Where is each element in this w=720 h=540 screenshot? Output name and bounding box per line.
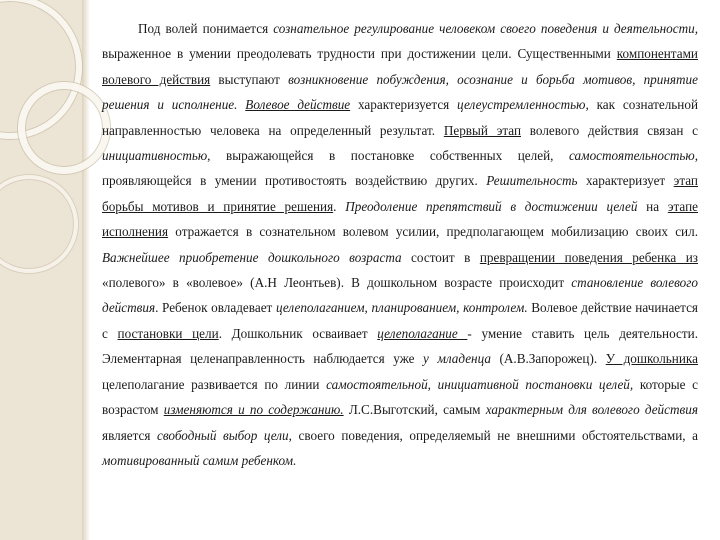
text-run: самостоятельностью	[569, 148, 695, 164]
text-run: возникновение побуждения, осознание и борьба мотивов, принятие решения и исполнение.	[102, 71, 698, 113]
text-run: выраженное в умении преодолевать трудности при достижении цели. Существенными	[102, 46, 617, 62]
text-run: превращении поведения ребенка из	[479, 249, 698, 265]
text-run: этапе исполнения	[102, 198, 698, 240]
text-run: волевого действия связан с	[521, 122, 698, 138]
decorative-ring	[18, 82, 110, 174]
body-paragraph	[102, 16, 698, 473]
text-run: сознательное регулирование человеком своего поведения и деятельности,	[273, 21, 698, 36]
text-run: этап борьбы мотивов и принятие решения	[102, 173, 698, 214]
text-run: . Дошкольник осваивает	[218, 325, 378, 341]
text-run: свободный выбор цели	[157, 427, 289, 443]
text-run: целеполаганием, планированием, контролем.	[275, 300, 528, 316]
text-run: у младенца	[423, 351, 491, 367]
text-run: состоит в	[401, 249, 480, 265]
text-run: , своего поведения, определяемый не внешними обстоятельствами, а	[288, 427, 698, 443]
text-run: характеризуется	[350, 97, 458, 113]
text-run: характерным для волевого действия	[485, 402, 698, 418]
text-run: - умение ставить цель деятельности. Элементарная целенаправленность наблюдается уже	[102, 325, 698, 367]
text-run: компонентами волевого действия	[102, 46, 698, 87]
text-run: Первый этап	[443, 122, 522, 138]
text-run: которые с возрастом	[102, 376, 698, 418]
text-run: , выражающейся в постановке собственных целей,	[207, 148, 570, 164]
text-run: инициативностью	[102, 148, 208, 164]
text-run: изменяются и по содержанию.	[163, 402, 344, 418]
text-run: целеполагание развивается по линии	[102, 376, 327, 392]
text-run: Волевое действие начинается с	[102, 300, 698, 341]
text-run: У дошкольника	[605, 351, 698, 367]
text-run: как сознательной направленностью человека на определенный результат.	[102, 97, 698, 138]
text-run: целеустремленностью,	[457, 97, 589, 113]
text-run: .	[333, 198, 346, 214]
text-run: . Ребенок овладевает	[155, 300, 276, 316]
text-run: характеризует	[577, 173, 674, 189]
text-run: постановки цели	[117, 325, 219, 341]
text-run: Волевое действие	[245, 97, 351, 113]
decorative-band-edge	[82, 0, 90, 540]
text-run: (А.В.Запорожец).	[490, 351, 606, 367]
text-run: на	[637, 198, 668, 214]
text-run: целеполагание	[377, 325, 468, 341]
paragraph-content	[102, 21, 698, 468]
text-run: , проявляющейся в умении противостоять воздействию других.	[102, 148, 698, 189]
text-run: самостоятельной, инициативной постановки целей,	[326, 376, 634, 392]
text-run: отражается в сознательном волевом усилии, предполагающем мобилизацию своих сил.	[168, 224, 698, 240]
text-run: Л.С.Выготский, самым	[343, 402, 486, 418]
text-run: Решительность	[486, 173, 578, 189]
text-run: становление волевого действия	[102, 275, 698, 316]
text-run: «полевого» в «волевое» (А.Н Леонтьев). В дошкольном возрасте происходит	[102, 275, 572, 291]
text-run: выступают	[210, 71, 289, 87]
text-run: мотивированный самим ребенком.	[102, 452, 297, 468]
text-run: Преодоление препятствий в достижении целей	[345, 198, 638, 214]
text-run: является	[102, 427, 158, 443]
text-run: Важнейшее приобретение дошкольного возраста	[102, 249, 402, 265]
text-run: Под волей понимается	[138, 21, 274, 36]
